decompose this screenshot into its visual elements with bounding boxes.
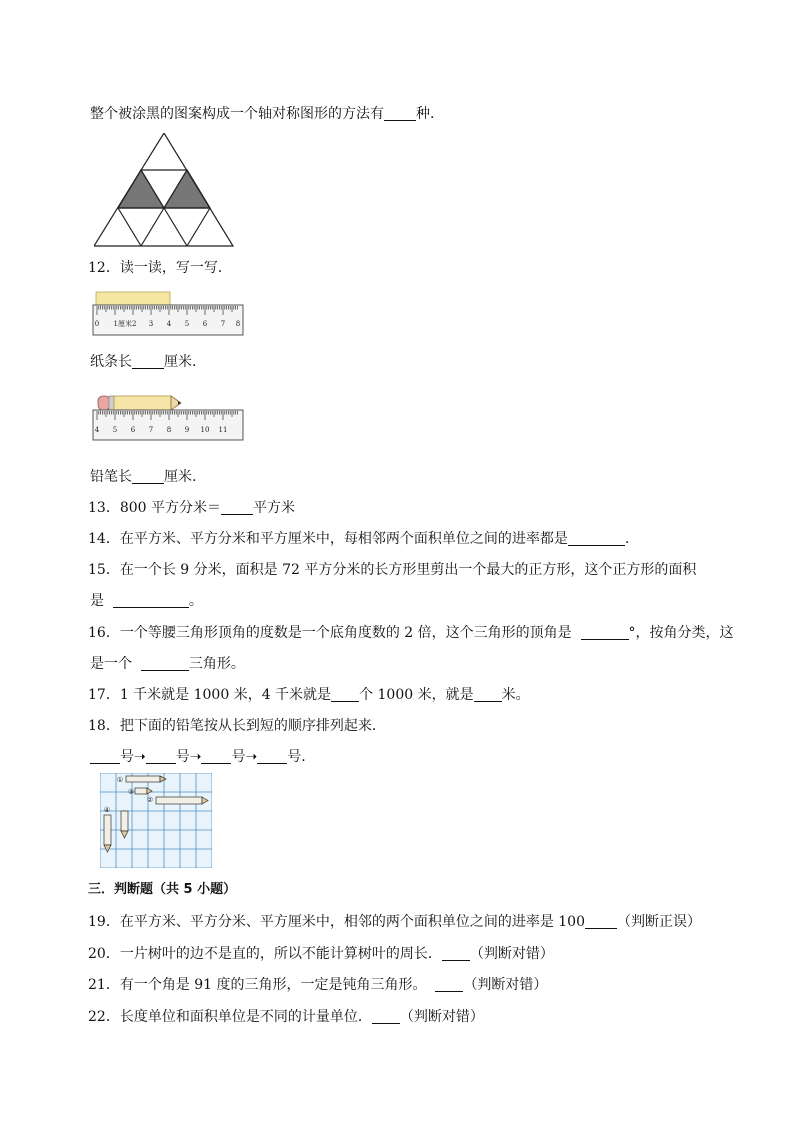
ruler2-label: 5 — [112, 426, 118, 434]
q21-line: 21．有一个角是 91 度的三角形，一定是钝角三角形。 （判断对错） — [88, 977, 548, 993]
ruler1-label: 6 — [202, 320, 208, 328]
q18-title: 18．把下面的铅笔按从长到短的顺序排列起来． — [88, 718, 386, 734]
ruler-2-figure — [92, 392, 244, 442]
q11-line — [90, 104, 434, 124]
paper-strip — [96, 292, 170, 305]
pencil-label-1: ① — [116, 776, 124, 784]
q18-order-line: 号➝ 号➝ 号➝ 号. — [90, 747, 306, 767]
ruler2-label: 10 — [200, 426, 210, 434]
q22-line: 22．长度单位和面积单位是不同的计量单位． （判断对错） — [88, 1009, 484, 1025]
q13-blank[interactable] — [221, 500, 253, 515]
shaded-triangle-right — [164, 170, 210, 208]
pencil-label-3: ③ — [127, 788, 135, 796]
ruler1-label: 5 — [184, 320, 190, 328]
ruler1-label: 7 — [220, 320, 226, 328]
q20-line: 20．一片树叶的边不是直的，所以不能计算树叶的周长． （判断对错） — [88, 946, 554, 962]
q20-blank[interactable] — [442, 946, 470, 961]
q17-blank-2[interactable] — [474, 687, 502, 702]
ruler1-label: 4 — [166, 320, 172, 328]
arrow-right-icon: ➝ — [189, 749, 202, 765]
q12-line1: 纸条长 厘米. — [90, 354, 197, 370]
pencil-1-icon — [126, 776, 166, 782]
pencil-label-2: ② — [146, 796, 154, 804]
q12-title: 12．读一读，写一写． — [88, 260, 232, 276]
q19-line: 19．在平方米、平方分米、平方厘米中，相邻的两个面积单位之间的进率是 100 （判断正误） — [88, 914, 701, 930]
ruler1-label: 0 — [94, 320, 100, 328]
q16-blank-1[interactable] — [581, 625, 629, 640]
q14-blank[interactable] — [568, 531, 625, 546]
q17-blank-1[interactable] — [331, 687, 359, 702]
q16-line2: 是一个 三角形。 — [90, 656, 245, 672]
q18-blank-2[interactable] — [146, 749, 176, 764]
triangle-figure — [94, 133, 234, 247]
section-3-title: 三．判断题（共 5 小题） — [88, 882, 237, 897]
q15-line2: 是 。 — [90, 593, 203, 609]
pencil-2-icon — [156, 797, 208, 804]
q17-line: 17．1 千米就是 1000 米，4 千米就是 个 1000 米，就是 米。 — [88, 687, 530, 703]
pencil-label-4: ④ — [103, 806, 111, 814]
q11-text-after: 种. — [416, 106, 435, 122]
ruler1-label: 8 — [235, 320, 241, 328]
q18-blank-1[interactable] — [90, 749, 120, 764]
ruler2-label: 8 — [166, 426, 172, 434]
q15-line1: 15．在一个长 9 分米，面积是 72 平方分米的长方形里剪出一个最大的正方形，这个正方形的面积 — [88, 562, 697, 578]
pencil-grid-figure — [100, 773, 212, 868]
q14-line: 14．在平方米、平方分米和平方厘米中，每相邻两个面积单位之间的进率都是 . — [88, 531, 630, 547]
arrow-right-icon: ➝ — [245, 749, 258, 765]
q18-blank-3[interactable] — [201, 749, 231, 764]
q21-blank[interactable] — [435, 977, 463, 992]
ruler2-label: 6 — [130, 426, 136, 434]
pencil-icon — [98, 396, 181, 410]
ruler2-label: 7 — [148, 426, 154, 434]
pencil-4-icon — [104, 815, 111, 852]
shaded-triangle-left — [118, 170, 164, 208]
q12-blank-2[interactable] — [132, 469, 164, 484]
ruler2-label: 4 — [94, 426, 100, 434]
q15-blank[interactable] — [113, 593, 189, 608]
ruler1-label: 1厘米2 — [113, 320, 137, 328]
q13-line: 13．800 平方分米＝ 平方米 — [88, 500, 295, 516]
q12-blank-1[interactable] — [132, 354, 164, 369]
ruler2-label: 11 — [218, 426, 228, 434]
q18-blank-4[interactable] — [257, 749, 287, 764]
q19-blank[interactable] — [585, 914, 617, 929]
q12-line2: 铅笔长 厘米. — [90, 469, 197, 485]
q16-blank-2[interactable] — [141, 656, 189, 671]
ruler-1-figure — [92, 290, 244, 338]
q16-line1: 16．一个等腰三角形顶角的度数是一个底角度数的 2 倍，这个三角形的顶角是 °，按角分类，这 — [88, 625, 734, 641]
ruler2-label: 9 — [184, 426, 190, 434]
arrow-right-icon: ➝ — [134, 749, 146, 765]
q22-blank[interactable] — [372, 1009, 400, 1024]
q11-text: 整个被涂黑的图案构成一个轴对称图形的方法有 — [90, 106, 384, 122]
q11-blank[interactable] — [384, 106, 416, 121]
ruler1-label: 3 — [148, 320, 154, 328]
